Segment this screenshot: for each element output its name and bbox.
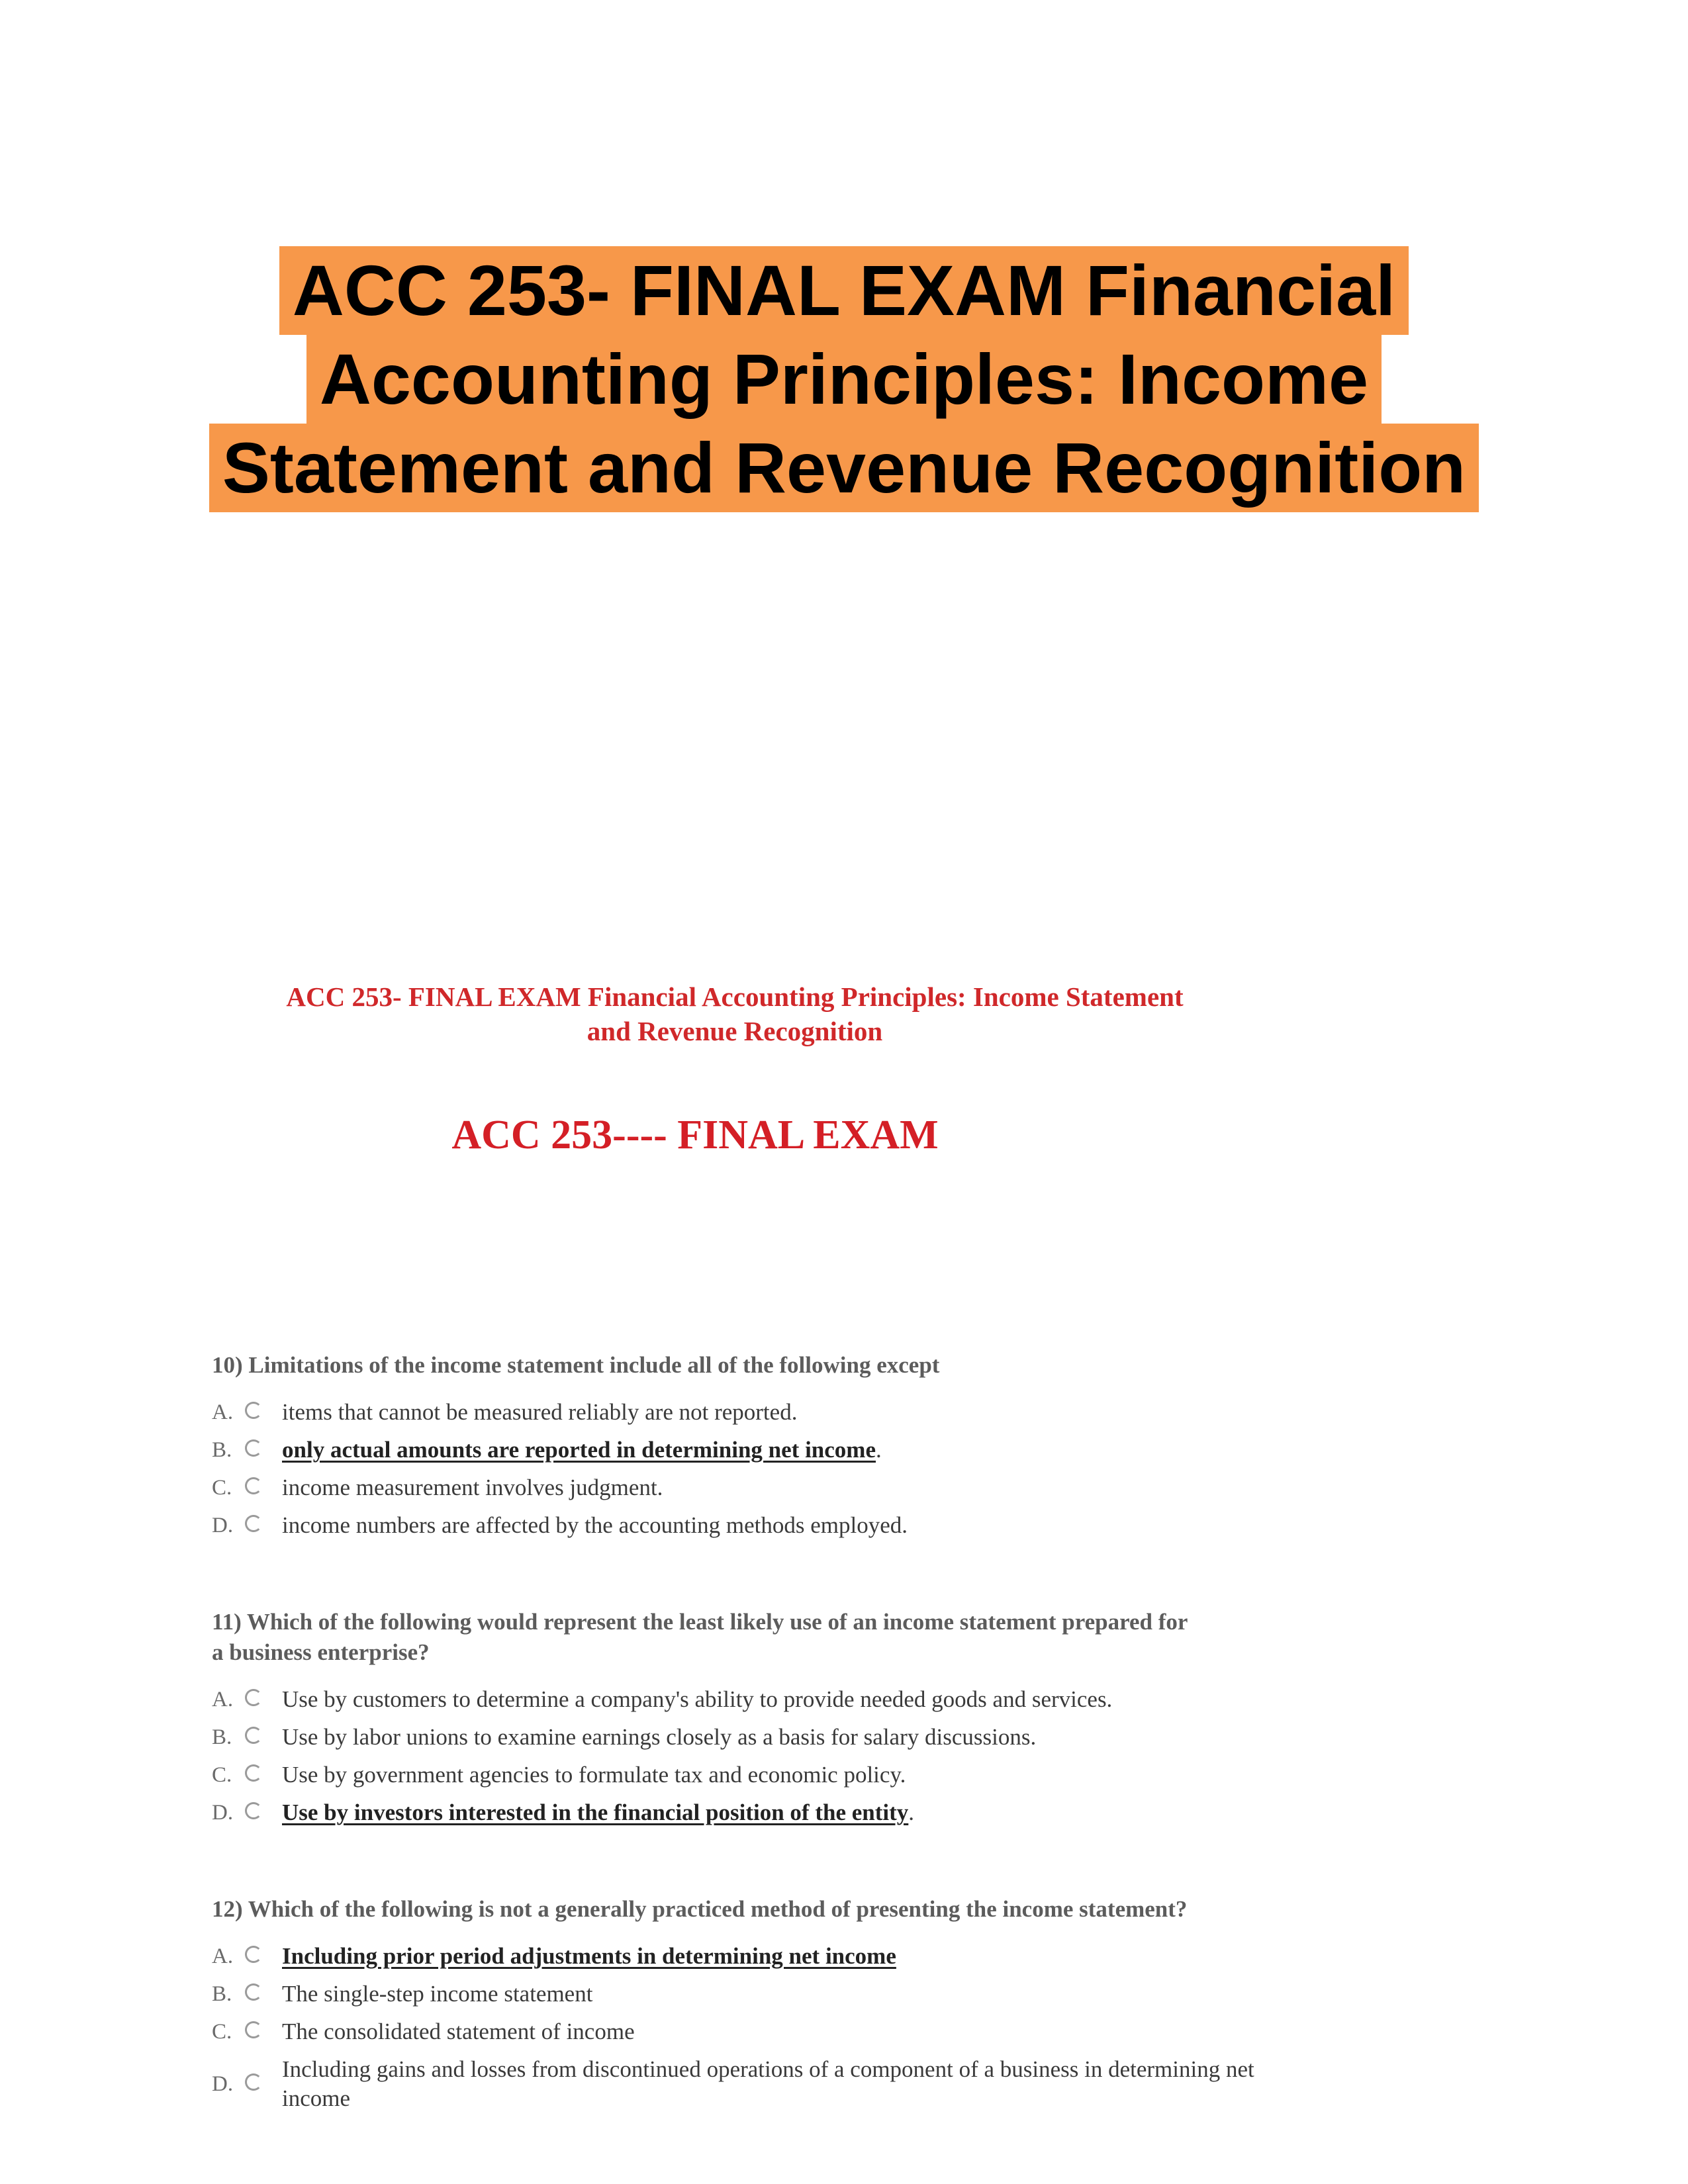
radio-icon[interactable] [245, 1802, 262, 1819]
correct-answer-text: Use by investors interested in the financial position of the entity [282, 1799, 909, 1825]
exam-big-title: ACC 253---- FINAL EXAM [451, 1113, 939, 1158]
option-text: income numbers are affected by the accounting methods employed. [282, 1512, 908, 1538]
option-a[interactable] [212, 1685, 1258, 1723]
option-text: Use by labor unions to examine earnings closely as a basis for salary discussions. [282, 1724, 1037, 1750]
radio-icon[interactable] [245, 1477, 262, 1494]
option-letter: D. [212, 1801, 234, 1825]
cover-title-line: Accounting Principles: Income [306, 335, 1382, 424]
option-text: items that cannot be measured reliably are not reported. [282, 1399, 798, 1425]
option-a[interactable] [212, 1942, 1258, 1979]
exam-header-line: and Revenue Recognition [586, 1016, 883, 1046]
exam-header [199, 979, 1271, 1048]
answer-period: . [908, 1799, 915, 1825]
option-letter: B. [212, 1725, 232, 1749]
cover-title [0, 246, 1688, 512]
radio-icon[interactable] [245, 1439, 262, 1457]
correct-answer-text: only actual amounts are reported in determining net income [282, 1437, 876, 1463]
option-letter: A. [212, 1400, 234, 1424]
option-a[interactable] [212, 1398, 1258, 1435]
option-letter: B. [212, 1982, 232, 2006]
option-b[interactable] [212, 1723, 1258, 1760]
correct-answer-text: Including prior period adjustments in determining net income [282, 1943, 896, 1969]
radio-icon[interactable] [245, 1689, 262, 1706]
option-text: Including gains and losses from discontinued operations of a component of a business in determining net income [282, 2056, 1254, 2111]
exam-header-line: ACC 253- FINAL EXAM Financial Accounting Principles: Income Statement [286, 981, 1184, 1012]
option-c[interactable] [212, 2017, 1258, 2055]
radio-icon[interactable] [245, 1946, 262, 1963]
radio-icon[interactable] [245, 1727, 262, 1744]
question-10 [212, 1350, 1258, 1549]
cover-title-line: ACC 253- FINAL EXAM Financial [279, 246, 1409, 335]
option-letter: C. [212, 2020, 232, 2044]
question-prompt: 10) Limitations of the income statement include all of the following except [212, 1352, 940, 1378]
option-letter: C. [212, 1763, 232, 1787]
option-text: income measurement involves judgment. [282, 1475, 663, 1500]
cover-title-line: Statement and Revenue Recognition [209, 424, 1479, 512]
question-prompt: 12) Which of the following is not a generally practiced method of presenting the income statement? [212, 1896, 1188, 1922]
option-c[interactable] [212, 1760, 1258, 1798]
option-text: Use by government agencies to formulate tax and economic policy. [282, 1762, 906, 1788]
option-text-wrap [282, 1798, 1258, 1827]
question-prompt: 11) Which of the following would represent the least likely use of an income statement prepared for a business enterprise? [212, 1609, 1188, 1665]
radio-icon[interactable] [245, 2021, 262, 2038]
option-letter: D. [212, 1514, 234, 1537]
option-letter: A. [212, 1688, 234, 1711]
option-letter: A. [212, 1944, 234, 1968]
option-text: Use by customers to determine a company's ability to provide needed goods and services. [282, 1686, 1113, 1712]
option-d[interactable] [212, 1511, 1258, 1549]
option-b[interactable] [212, 1435, 1258, 1473]
option-c[interactable] [212, 1473, 1258, 1511]
question-12 [212, 1894, 1258, 2118]
option-b[interactable] [212, 1979, 1258, 2017]
radio-icon[interactable] [245, 1515, 262, 1532]
option-text: The single-step income statement [282, 1981, 593, 2007]
question-11 [212, 1607, 1258, 1836]
option-text-wrap [282, 1435, 1258, 1465]
radio-icon[interactable] [245, 1764, 262, 1782]
option-letter: C. [212, 1476, 232, 1500]
option-d[interactable] [212, 2055, 1258, 2118]
option-letter: B. [212, 1438, 232, 1462]
option-letter: D. [212, 2072, 234, 2096]
radio-icon[interactable] [245, 1402, 262, 1419]
answer-period: . [875, 1437, 882, 1463]
radio-icon[interactable] [245, 1983, 262, 2001]
exam-sheet-image [199, 979, 1271, 2171]
option-d[interactable] [212, 1798, 1258, 1836]
option-text: The consolidated statement of income [282, 2019, 635, 2044]
radio-icon[interactable] [245, 2073, 262, 2091]
